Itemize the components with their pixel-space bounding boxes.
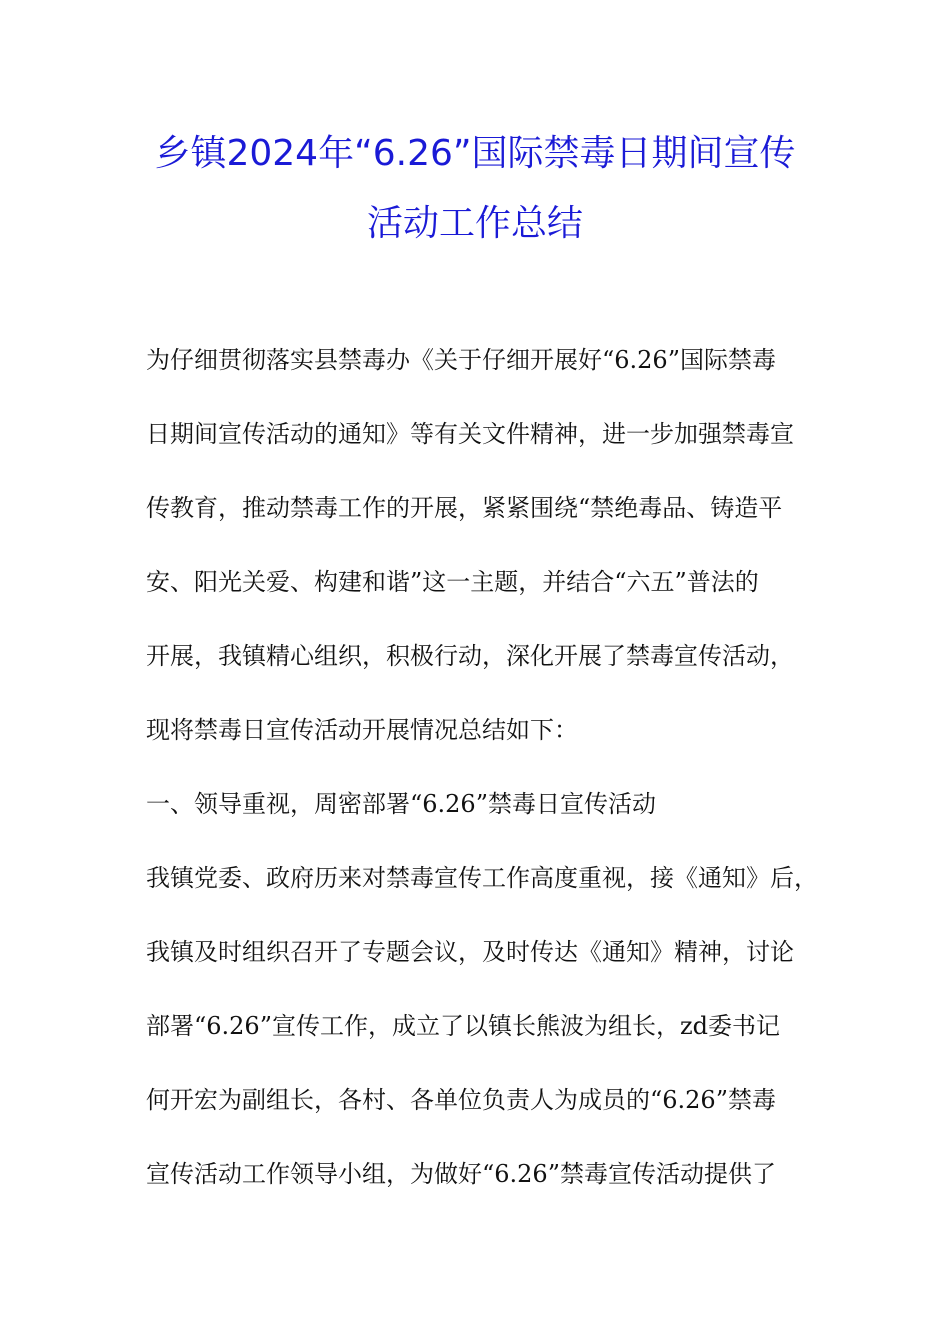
body-line: 何开宏为副组长，各村、各单位负责人为成员的“6.26”禁毒 — [146, 1086, 776, 1114]
body-line: 为仔细贯彻落实县禁毒办《关于仔细开展好“6.26”国际禁毒 — [146, 346, 776, 374]
body-line: 安、阳光关爱、构建和谐”这一主题，并结合“六五”普法的 — [146, 568, 759, 596]
body-line: 开展，我镇精心组织，积极行动，深化开展了禁毒宣传活动， — [146, 642, 794, 670]
body-line: 传教育，推动禁毒工作的开展，紧紧围绕“禁绝毒品、铸造平 — [146, 494, 783, 522]
body-line: 我镇党委、政府历来对禁毒宣传工作高度重视，接《通知》后， — [146, 864, 818, 892]
body-line: 我镇及时组织召开了专题会议，及时传达《通知》精神，讨论 — [146, 938, 794, 966]
body-line: 部署“6.26”宣传工作，成立了以镇长熊波为组长，zd委书记 — [146, 1012, 780, 1040]
body-line: 现将禁毒日宣传活动开展情况总结如下： — [146, 716, 578, 744]
section-heading: 一、领导重视，周密部署“6.26”禁毒日宣传活动 — [146, 790, 656, 818]
document-title-line-1: 乡镇2024年“6.26”国际禁毒日期间宣传 — [154, 133, 796, 174]
document-body — [146, 338, 846, 1226]
document-title-line-2: 活动工作总结 — [366, 203, 583, 244]
body-line: 宣传活动工作领导小组，为做好“6.26”禁毒宣传活动提供了 — [146, 1160, 776, 1188]
body-line: 日期间宣传活动的通知》等有关文件精神，进一步加强禁毒宣 — [146, 420, 794, 448]
